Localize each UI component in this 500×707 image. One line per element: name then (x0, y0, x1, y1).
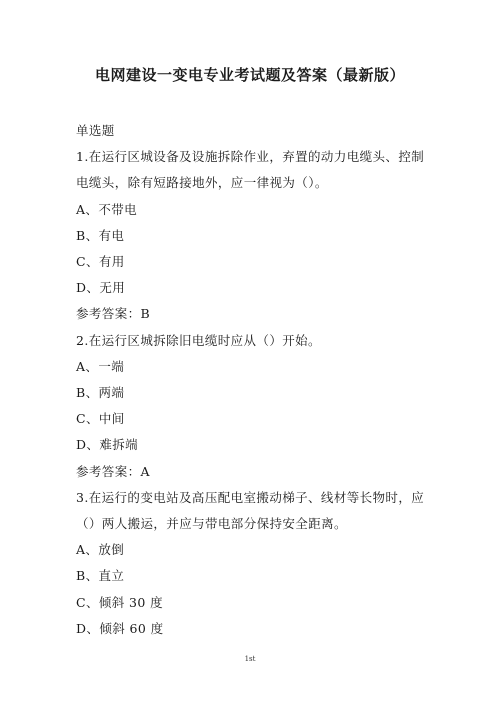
question-2-option-b: B、两端 (76, 385, 125, 401)
question-3-line-1: 3.在运行的变电站及高压配电室搬动梯子、线材等长物时，应 (76, 489, 425, 505)
question-1-option-b: B、有电 (76, 227, 125, 243)
question-1-answer: 参考答案：B (76, 306, 151, 322)
question-3-line-2: （）两人搬运，并应与带电部分保持安全距离。 (76, 516, 347, 532)
question-2-answer: 参考答案：A (76, 463, 150, 479)
question-1-option-c: C、有用 (76, 254, 125, 270)
question-1-option-a: A、不带电 (76, 201, 138, 217)
question-2-option-a: A、一端 (76, 358, 125, 374)
page-number: 1st (244, 655, 256, 663)
section-heading: 单选题 (76, 123, 115, 138)
document-title: 电网建设一变电专业考试题及答案（最新版） (94, 66, 405, 84)
question-3-option-d: D、倾斜 60 度 (76, 620, 164, 636)
question-1-option-d: D、无用 (76, 280, 126, 296)
question-2-line-1: 2.在运行区城拆除旧电缆时应从（）开始。 (76, 332, 321, 348)
question-1-line-1: 1.在运行区城设备及设施拆除作业，弃置的动力电缆头、控制 (76, 149, 425, 165)
question-3-option-a: A、放倒 (76, 542, 125, 558)
question-1-line-2: 电缆头，除有短路接地外，应一律视为（）。 (76, 175, 328, 191)
question-3-option-b: B、直立 (76, 568, 125, 584)
question-3-option-c: C、倾斜 30 度 (76, 594, 164, 610)
question-2-option-c: C、中间 (76, 411, 125, 427)
question-2-option-d: D、难拆端 (76, 437, 139, 453)
document-body (76, 118, 436, 642)
